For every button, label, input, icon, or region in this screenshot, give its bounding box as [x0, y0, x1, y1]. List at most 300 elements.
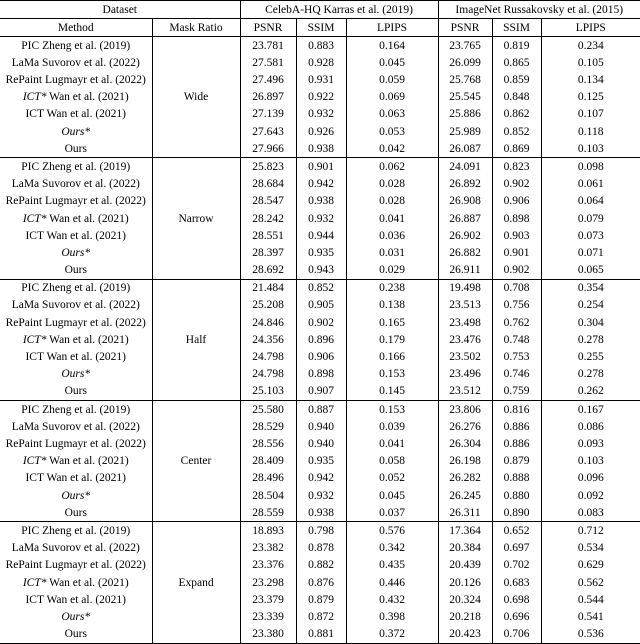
metric-value-cell: 0.096	[541, 470, 640, 487]
method-name: ICT*	[22, 91, 47, 104]
method-cell: PIC Zheng et al. (2019)	[0, 37, 152, 55]
metric-value-cell: 0.901	[492, 244, 541, 261]
metric-value-cell: 0.125	[541, 89, 640, 106]
metric-value-cell: 0.922	[296, 89, 346, 106]
psnr-column-header-imagenet: PSNR	[438, 19, 492, 37]
method-cell: RePaint Lugmayr et al. (2022)	[0, 435, 152, 452]
metric-value-cell: 23.781	[240, 37, 296, 55]
metric-value-cell: 0.903	[492, 227, 541, 244]
method-name: LaMa	[11, 420, 40, 433]
metric-value-cell: 0.544	[541, 591, 640, 608]
metric-value-cell: 0.432	[346, 591, 438, 608]
table-row	[0, 626, 640, 644]
metric-value-cell: 26.911	[438, 261, 492, 279]
metric-value-cell: 27.139	[240, 106, 296, 123]
table-row	[0, 261, 640, 279]
metric-value-cell: 0.069	[346, 89, 438, 106]
metric-value-cell: 20.324	[438, 591, 492, 608]
metric-value-cell: 0.153	[346, 366, 438, 383]
method-cell	[0, 140, 152, 158]
metric-value-cell: 28.529	[240, 418, 296, 435]
method-name: ICT*	[22, 333, 47, 346]
metric-value-cell: 0.823	[492, 158, 541, 176]
method-cell	[0, 244, 152, 261]
table-row	[0, 401, 640, 419]
method-cell: ICT* Wan et al. (2021)	[0, 331, 152, 348]
metric-value-cell: 25.989	[438, 123, 492, 140]
table-row	[0, 89, 640, 106]
metric-value-cell: 0.935	[296, 453, 346, 470]
table-row	[0, 54, 640, 71]
method-cell: RePaint Lugmayr et al. (2022)	[0, 71, 152, 88]
metric-value-cell: 28.242	[240, 210, 296, 227]
metric-value-cell: 0.902	[296, 314, 346, 331]
metric-value-cell: 26.908	[438, 193, 492, 210]
metric-value-cell: 0.086	[541, 418, 640, 435]
metric-value-cell: 0.887	[296, 401, 346, 419]
metric-value-cell: 0.036	[346, 227, 438, 244]
metric-value-cell: 0.103	[541, 140, 640, 158]
metric-value-cell: 0.938	[296, 504, 346, 522]
metric-value-cell: 0.879	[296, 591, 346, 608]
metric-value-cell: 28.559	[240, 504, 296, 522]
table-row	[0, 348, 640, 365]
method-cell: ICT* Wan et al. (2021)	[0, 574, 152, 591]
ssim-column-header-imagenet: SSIM	[492, 19, 541, 37]
metric-value-cell: 0.852	[296, 279, 346, 297]
metric-value-cell: 0.762	[492, 314, 541, 331]
metric-value-cell: 0.536	[541, 626, 640, 644]
metric-value-cell: 25.768	[438, 71, 492, 88]
method-cell	[0, 123, 152, 140]
method-cell: ICT Wan et al. (2021)	[0, 591, 152, 608]
metric-value-cell: 0.938	[296, 193, 346, 210]
method-name: Ours*	[61, 368, 91, 381]
method-name: ICT*	[22, 576, 47, 589]
method-name: LaMa	[11, 178, 40, 191]
metric-value-cell: 0.862	[492, 106, 541, 123]
metric-value-cell: 0.062	[346, 158, 438, 176]
metric-value-cell: 20.384	[438, 540, 492, 557]
metric-value-cell: 0.928	[296, 54, 346, 71]
metric-value-cell: 0.254	[541, 297, 640, 314]
metric-value-cell: 0.037	[346, 504, 438, 522]
metric-value-cell: 0.872	[296, 608, 346, 625]
metric-value-cell: 21.484	[240, 279, 296, 297]
mask-ratio-cell: Narrow	[152, 158, 240, 279]
table-row	[0, 140, 640, 158]
method-cell: ICT Wan et al. (2021)	[0, 227, 152, 244]
metric-value-cell: 0.083	[541, 504, 640, 522]
metric-value-cell: 0.852	[492, 123, 541, 140]
method-name: PIC	[21, 160, 40, 173]
metric-value-cell: 25.103	[240, 383, 296, 401]
metric-value-cell: 23.339	[240, 608, 296, 625]
metric-value-cell: 0.278	[541, 366, 640, 383]
method-name: LaMa	[11, 299, 40, 312]
metric-value-cell: 28.692	[240, 261, 296, 279]
metric-value-cell: 26.276	[438, 418, 492, 435]
method-cell: PIC Zheng et al. (2019)	[0, 158, 152, 176]
metric-value-cell: 0.696	[492, 608, 541, 625]
metric-value-cell: 18.893	[240, 522, 296, 540]
metric-value-cell: 0.354	[541, 279, 640, 297]
metric-value-cell: 0.028	[346, 193, 438, 210]
metric-value-cell: 0.683	[492, 574, 541, 591]
metric-value-cell: 23.496	[438, 366, 492, 383]
metric-value-cell: 0.756	[492, 297, 541, 314]
method-name: PIC	[21, 282, 40, 295]
method-cell: LaMa Suvorov et al. (2022)	[0, 297, 152, 314]
table-row	[0, 574, 640, 591]
method-cell: ICT Wan et al. (2021)	[0, 470, 152, 487]
method-name: RePaint	[5, 559, 43, 572]
metric-value-cell: 0.105	[541, 54, 640, 71]
metric-value-cell: 0.753	[492, 348, 541, 365]
metric-value-cell: 0.746	[492, 366, 541, 383]
dataset-imagenet: ImageNet Russakovsky et al. (2015)	[438, 1, 640, 19]
method-cell	[0, 626, 152, 644]
metric-value-cell: 0.898	[492, 210, 541, 227]
metric-value-cell: 0.943	[296, 261, 346, 279]
metric-value-cell: 0.166	[346, 348, 438, 365]
metric-value-cell: 0.045	[346, 54, 438, 71]
metric-value-cell: 0.938	[296, 140, 346, 158]
mask-ratio-column-header: Mask Ratio	[152, 19, 240, 37]
metric-value-cell: 0.712	[541, 522, 640, 540]
metric-value-cell: 0.059	[346, 71, 438, 88]
metric-value-cell: 25.886	[438, 106, 492, 123]
metric-value-cell: 20.126	[438, 574, 492, 591]
metric-value-cell: 28.684	[240, 176, 296, 193]
metric-value-cell: 0.039	[346, 418, 438, 435]
method-cell	[0, 383, 152, 401]
metric-value-cell: 0.848	[492, 89, 541, 106]
method-column-header: Method	[0, 19, 152, 37]
metric-value-cell: 24.798	[240, 348, 296, 365]
table-row	[0, 279, 640, 297]
metric-value-cell: 0.446	[346, 574, 438, 591]
table-row	[0, 540, 640, 557]
table-row	[0, 314, 640, 331]
method-cell: ICT* Wan et al. (2021)	[0, 210, 152, 227]
lpips-column-header-imagenet: LPIPS	[541, 19, 640, 37]
metric-value-cell: 0.031	[346, 244, 438, 261]
metric-value-cell: 0.534	[541, 540, 640, 557]
metric-value-cell: 0.881	[296, 626, 346, 644]
metric-value-cell: 0.816	[492, 401, 541, 419]
metric-value-cell: 0.435	[346, 557, 438, 574]
metric-value-cell: 0.053	[346, 123, 438, 140]
method-cell: PIC Zheng et al. (2019)	[0, 401, 152, 419]
method-name: Ours*	[61, 246, 91, 259]
metric-value-cell: 0.890	[492, 504, 541, 522]
table-row	[0, 504, 640, 522]
metric-value-cell: 0.541	[541, 608, 640, 625]
method-cell: PIC Zheng et al. (2019)	[0, 279, 152, 297]
metric-value-cell: 26.311	[438, 504, 492, 522]
metric-value-cell: 26.882	[438, 244, 492, 261]
metric-value-cell: 0.052	[346, 470, 438, 487]
method-name: PIC	[21, 39, 40, 52]
method-cell: LaMa Suvorov et al. (2022)	[0, 540, 152, 557]
metric-value-cell: 0.907	[296, 383, 346, 401]
method-cell: ICT* Wan et al. (2021)	[0, 89, 152, 106]
metric-value-cell: 0.706	[492, 626, 541, 644]
table-row	[0, 435, 640, 452]
metric-value-cell: 27.643	[240, 123, 296, 140]
metric-value-cell: 0.238	[346, 279, 438, 297]
metric-value-cell: 26.902	[438, 227, 492, 244]
metric-value-cell: 27.496	[240, 71, 296, 88]
method-cell: ICT* Wan et al. (2021)	[0, 453, 152, 470]
method-name: ICT	[25, 108, 44, 121]
method-name: LaMa	[11, 56, 40, 69]
metric-value-cell: 0.045	[346, 487, 438, 504]
metric-value-cell: 0.103	[541, 453, 640, 470]
metric-value-cell: 0.065	[541, 261, 640, 279]
metric-value-cell: 0.398	[346, 608, 438, 625]
metric-value-cell: 24.846	[240, 314, 296, 331]
ssim-column-header-celeba: SSIM	[296, 19, 346, 37]
table-row	[0, 210, 640, 227]
table-row	[0, 608, 640, 625]
metric-value-cell: 0.896	[296, 331, 346, 348]
metric-value-cell: 0.064	[541, 193, 640, 210]
metric-value-cell: 27.581	[240, 54, 296, 71]
psnr-column-header-celeba: PSNR	[240, 19, 296, 37]
metric-value-cell: 17.364	[438, 522, 492, 540]
dataset-label: Dataset	[0, 1, 240, 19]
metric-value-cell: 0.905	[296, 297, 346, 314]
metric-value-cell: 23.513	[438, 297, 492, 314]
metric-value-cell: 27.966	[240, 140, 296, 158]
table-row	[0, 331, 640, 348]
mask-ratio-cell: Center	[152, 401, 240, 522]
table-row	[0, 383, 640, 401]
table-row	[0, 366, 640, 383]
metric-header-row	[0, 19, 640, 37]
metric-value-cell: 23.298	[240, 574, 296, 591]
method-cell	[0, 608, 152, 625]
method-name: Ours	[64, 385, 87, 398]
metric-value-cell: 0.063	[346, 106, 438, 123]
metric-value-cell: 0.071	[541, 244, 640, 261]
metric-value-cell: 0.041	[346, 210, 438, 227]
metric-value-cell: 26.198	[438, 453, 492, 470]
metric-value-cell: 0.798	[296, 522, 346, 540]
dataset-header-row	[0, 1, 640, 19]
metric-value-cell: 0.926	[296, 123, 346, 140]
metric-value-cell: 0.940	[296, 418, 346, 435]
table-row	[0, 227, 640, 244]
metric-value-cell: 0.079	[541, 210, 640, 227]
metric-value-cell: 28.397	[240, 244, 296, 261]
metric-value-cell: 23.382	[240, 540, 296, 557]
method-name: ICT	[25, 229, 44, 242]
metric-value-cell: 0.944	[296, 227, 346, 244]
metric-value-cell: 0.898	[296, 366, 346, 383]
metric-value-cell: 25.545	[438, 89, 492, 106]
table-row	[0, 418, 640, 435]
metric-value-cell: 0.906	[296, 348, 346, 365]
metric-value-cell: 0.093	[541, 435, 640, 452]
metric-value-cell: 0.819	[492, 37, 541, 55]
metric-value-cell: 0.878	[296, 540, 346, 557]
metric-value-cell: 26.282	[438, 470, 492, 487]
metric-value-cell: 0.906	[492, 193, 541, 210]
metric-value-cell: 0.041	[346, 435, 438, 452]
method-name: LaMa	[11, 542, 40, 555]
method-name: PIC	[21, 524, 40, 537]
metric-value-cell: 0.869	[492, 140, 541, 158]
table-body	[0, 37, 640, 644]
metric-value-cell: 28.556	[240, 435, 296, 452]
metric-value-cell: 0.145	[346, 383, 438, 401]
metric-value-cell: 0.859	[492, 71, 541, 88]
metric-value-cell: 0.342	[346, 540, 438, 557]
metric-value-cell: 23.765	[438, 37, 492, 55]
table-row	[0, 193, 640, 210]
metric-value-cell: 25.580	[240, 401, 296, 419]
method-cell: ICT Wan et al. (2021)	[0, 348, 152, 365]
metric-value-cell: 28.496	[240, 470, 296, 487]
metric-value-cell: 0.028	[346, 176, 438, 193]
metric-value-cell: 0.042	[346, 140, 438, 158]
metric-value-cell: 23.806	[438, 401, 492, 419]
metric-value-cell: 0.092	[541, 487, 640, 504]
metric-value-cell: 0.134	[541, 71, 640, 88]
mask-ratio-cell: Wide	[152, 37, 240, 158]
table-row	[0, 106, 640, 123]
metric-value-cell: 0.278	[541, 331, 640, 348]
table-row	[0, 244, 640, 261]
metric-value-cell: 0.708	[492, 279, 541, 297]
metric-value-cell: 0.882	[296, 557, 346, 574]
table-row	[0, 557, 640, 574]
metric-value-cell: 24.356	[240, 331, 296, 348]
method-cell: LaMa Suvorov et al. (2022)	[0, 54, 152, 71]
metric-value-cell: 0.652	[492, 522, 541, 540]
dataset-celeba-hq: CelebA-HQ Karras et al. (2019)	[240, 1, 438, 19]
table-row	[0, 158, 640, 176]
table-row	[0, 176, 640, 193]
metric-value-cell: 0.940	[296, 435, 346, 452]
method-cell: PIC Zheng et al. (2019)	[0, 522, 152, 540]
metric-value-cell: 0.876	[296, 574, 346, 591]
metric-value-cell: 0.262	[541, 383, 640, 401]
metric-value-cell: 23.376	[240, 557, 296, 574]
method-name: ICT	[25, 472, 44, 485]
method-name: RePaint	[5, 73, 43, 86]
mask-ratio-cell: Expand	[152, 522, 240, 644]
metric-value-cell: 26.087	[438, 140, 492, 158]
metric-value-cell: 24.091	[438, 158, 492, 176]
metric-value-cell: 26.892	[438, 176, 492, 193]
metric-value-cell: 0.629	[541, 557, 640, 574]
metric-value-cell: 19.498	[438, 279, 492, 297]
metric-value-cell: 0.576	[346, 522, 438, 540]
lpips-column-header-celeba: LPIPS	[346, 19, 438, 37]
metric-value-cell: 0.165	[346, 314, 438, 331]
method-cell: RePaint Lugmayr et al. (2022)	[0, 314, 152, 331]
metric-value-cell: 0.167	[541, 401, 640, 419]
method-cell	[0, 504, 152, 522]
metric-value-cell: 23.498	[438, 314, 492, 331]
table-row	[0, 453, 640, 470]
metric-value-cell: 0.138	[346, 297, 438, 314]
metric-value-cell: 25.823	[240, 158, 296, 176]
metric-value-cell: 0.942	[296, 176, 346, 193]
metric-value-cell: 28.551	[240, 227, 296, 244]
metric-value-cell: 23.502	[438, 348, 492, 365]
metric-value-cell: 0.879	[492, 453, 541, 470]
metric-value-cell: 0.759	[492, 383, 541, 401]
metric-value-cell: 26.887	[438, 210, 492, 227]
table-header	[0, 1, 640, 37]
method-name: Ours	[64, 506, 87, 519]
table-row	[0, 487, 640, 504]
metric-value-cell: 0.164	[346, 37, 438, 55]
method-cell: LaMa Suvorov et al. (2022)	[0, 176, 152, 193]
metric-value-cell: 0.935	[296, 244, 346, 261]
mask-ratio-cell: Half	[152, 279, 240, 400]
table-row	[0, 123, 640, 140]
metric-value-cell: 0.073	[541, 227, 640, 244]
metric-value-cell: 0.234	[541, 37, 640, 55]
metric-value-cell: 0.372	[346, 626, 438, 644]
method-name: RePaint	[5, 195, 43, 208]
metric-value-cell: 23.380	[240, 626, 296, 644]
metric-value-cell: 0.931	[296, 71, 346, 88]
method-cell: RePaint Lugmayr et al. (2022)	[0, 193, 152, 210]
metric-value-cell: 0.153	[346, 401, 438, 419]
method-name: Ours	[64, 628, 87, 641]
metric-value-cell: 0.932	[296, 106, 346, 123]
method-name: Ours*	[61, 489, 91, 502]
method-name: ICT*	[22, 212, 47, 225]
method-cell	[0, 261, 152, 279]
metric-value-cell: 20.439	[438, 557, 492, 574]
metric-value-cell: 28.409	[240, 453, 296, 470]
method-cell	[0, 366, 152, 383]
metric-value-cell: 20.423	[438, 626, 492, 644]
metric-value-cell: 25.208	[240, 297, 296, 314]
metric-value-cell: 0.179	[346, 331, 438, 348]
metric-value-cell: 20.218	[438, 608, 492, 625]
metric-value-cell: 0.058	[346, 453, 438, 470]
metric-value-cell: 28.547	[240, 193, 296, 210]
table-row	[0, 470, 640, 487]
metric-value-cell: 26.099	[438, 54, 492, 71]
metric-value-cell: 26.897	[240, 89, 296, 106]
table-row	[0, 591, 640, 608]
method-name: ICT	[25, 593, 44, 606]
table-row	[0, 297, 640, 314]
method-cell: RePaint Lugmayr et al. (2022)	[0, 557, 152, 574]
metric-value-cell: 0.098	[541, 158, 640, 176]
method-name: PIC	[21, 403, 40, 416]
metric-value-cell: 0.697	[492, 540, 541, 557]
metric-value-cell: 0.932	[296, 487, 346, 504]
method-name: Ours	[64, 264, 87, 277]
method-name: Ours*	[61, 610, 91, 623]
metric-value-cell: 26.304	[438, 435, 492, 452]
metric-value-cell: 0.880	[492, 487, 541, 504]
table-row	[0, 71, 640, 88]
method-cell: LaMa Suvorov et al. (2022)	[0, 418, 152, 435]
method-cell: ICT Wan et al. (2021)	[0, 106, 152, 123]
